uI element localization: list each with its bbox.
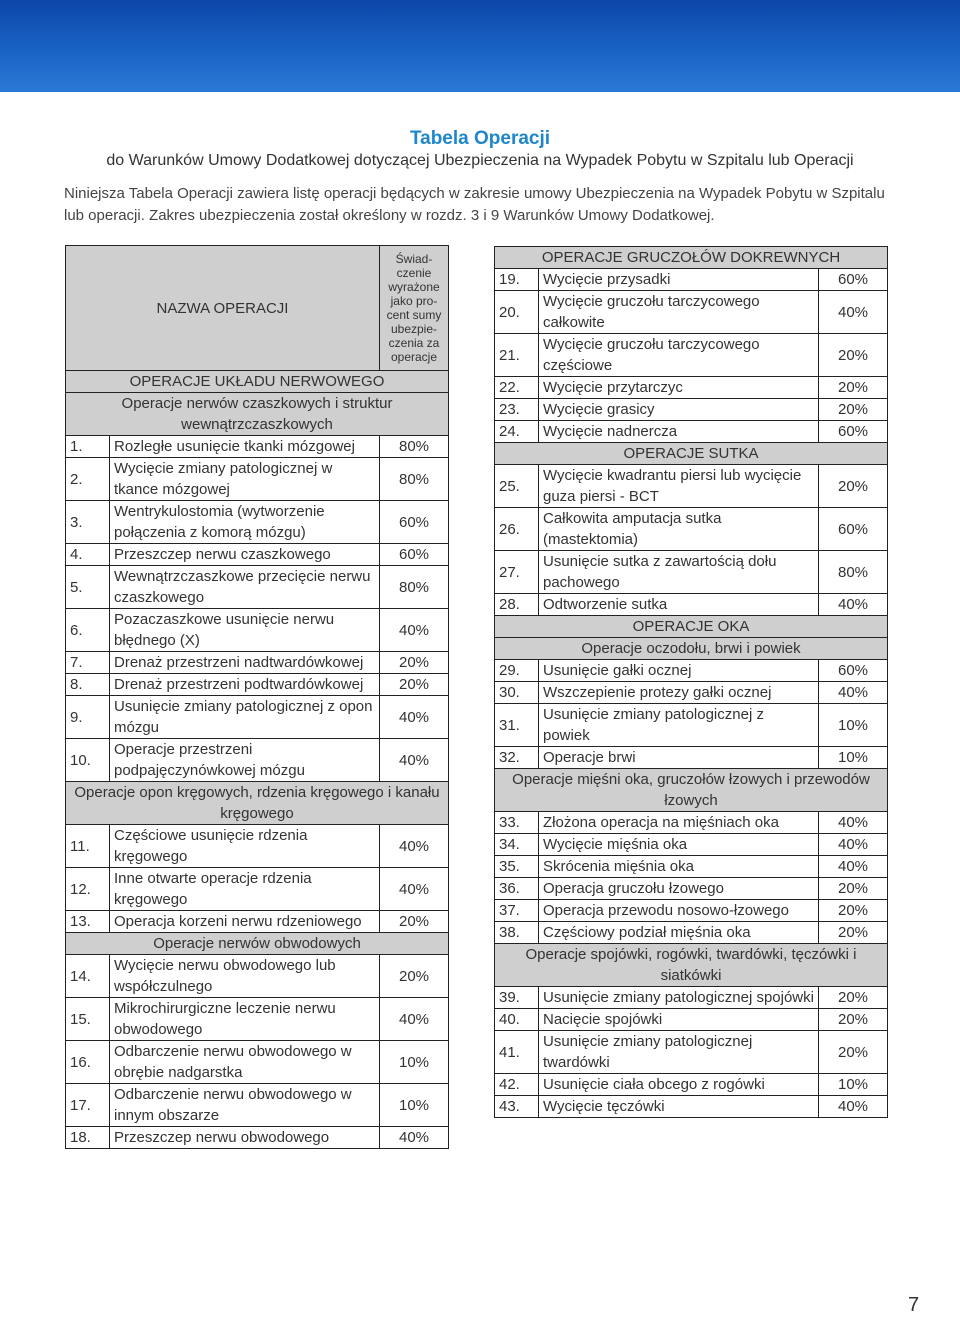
section-title: OPERACJE UKŁADU NERWOWEGO [66, 371, 449, 393]
operation-name: Całkowita amputacja sutka (mastektomia) [539, 508, 819, 551]
benefit-percent: 20% [819, 334, 888, 377]
operation-number: 38. [495, 922, 539, 944]
table-row [495, 1096, 888, 1118]
table-row [495, 747, 888, 769]
operation-name: Wycięcie tęczówki [539, 1096, 819, 1118]
operation-number: 40. [495, 1009, 539, 1031]
operation-number: 5. [66, 566, 110, 609]
table-row [495, 856, 888, 878]
section-header-row [495, 247, 888, 269]
section-title: OPERACJE OKA [495, 616, 888, 638]
operation-number: 41. [495, 1031, 539, 1074]
table-row [495, 1074, 888, 1096]
operation-number: 27. [495, 551, 539, 594]
table-row [495, 660, 888, 682]
operation-number: 28. [495, 594, 539, 616]
table-row [495, 987, 888, 1009]
operation-name: Wycięcie zmiany patologicznej w tkance mózgowej [110, 458, 380, 501]
table-row [495, 922, 888, 944]
benefit-percent: 20% [819, 878, 888, 900]
benefit-percent: 10% [819, 704, 888, 747]
benefit-percent: 40% [380, 998, 449, 1041]
table-row [66, 609, 449, 652]
table-row [66, 544, 449, 566]
table-row [495, 594, 888, 616]
table-row [495, 377, 888, 399]
operation-number: 26. [495, 508, 539, 551]
operation-number: 39. [495, 987, 539, 1009]
benefit-percent: 80% [380, 436, 449, 458]
section-header-row [495, 638, 888, 660]
benefit-percent: 60% [819, 269, 888, 291]
operation-name: Odbarczenie nerwu obwodowego w obrębie nadgarstka [110, 1041, 380, 1084]
benefit-percent: 10% [380, 1041, 449, 1084]
operation-name: Wentrykulostomia (wytworzenie połączenia z komorą mózgu) [110, 501, 380, 544]
section-title: OPERACJE GRUCZOŁÓW DOKREWNYCH [495, 247, 888, 269]
operation-name: Usunięcie zmiany patologicznej z opon mózgu [110, 696, 380, 739]
operation-number: 16. [66, 1041, 110, 1084]
operation-name: Usunięcie sutka z zawartością dołu pachowego [539, 551, 819, 594]
operation-name: Operacja korzeni nerwu rdzeniowego [110, 911, 380, 933]
operation-name: Odbarczenie nerwu obwodowego w innym obszarze [110, 1084, 380, 1127]
table-row [495, 834, 888, 856]
header-banner [0, 0, 960, 92]
benefit-percent: 80% [819, 551, 888, 594]
table-row [495, 269, 888, 291]
benefit-percent: 40% [380, 696, 449, 739]
table-header-row [66, 246, 449, 371]
table-row [495, 465, 888, 508]
table-row [66, 1127, 449, 1149]
operation-name: Operacja gruczołu łzowego [539, 878, 819, 900]
table-row [495, 421, 888, 443]
section-title: Operacje opon kręgowych, rdzenia kręgowego i kanału kręgowego [66, 782, 449, 825]
operation-number: 9. [66, 696, 110, 739]
operation-number: 36. [495, 878, 539, 900]
table-row [495, 1031, 888, 1074]
operation-name: Nacięcie spojówki [539, 1009, 819, 1031]
operation-name: Drenaż przestrzeni podtwardówkowej [110, 674, 380, 696]
operation-name: Wycięcie przysadki [539, 269, 819, 291]
operation-name: Operacje brwi [539, 747, 819, 769]
table-row [66, 1041, 449, 1084]
operation-number: 23. [495, 399, 539, 421]
benefit-percent: 60% [819, 508, 888, 551]
benefit-percent: 60% [819, 421, 888, 443]
operation-name: Usunięcie zmiany patologicznej spojówki [539, 987, 819, 1009]
table-row [495, 704, 888, 747]
operation-name: Rozległe usunięcie tkanki mózgowej [110, 436, 380, 458]
operation-name: Wycięcie mięśnia oka [539, 834, 819, 856]
operation-name: Mikrochirurgiczne leczenie nerwu obwodowego [110, 998, 380, 1041]
table-row [66, 955, 449, 998]
benefit-percent: 20% [819, 399, 888, 421]
table-row [66, 825, 449, 868]
table-row [66, 436, 449, 458]
operation-name: Operacje przestrzeni podpajęczynówkowej mózgu [110, 739, 380, 782]
operation-name: Usunięcie zmiany patologicznej z powiek [539, 704, 819, 747]
benefit-percent: 10% [819, 747, 888, 769]
left-operations-table [65, 245, 449, 1149]
operation-name: Złożona operacja na mięśniach oka [539, 812, 819, 834]
section-title: Operacje nerwów czaszkowych i struktur wewnątrzczaszkowych [66, 393, 449, 436]
operation-number: 34. [495, 834, 539, 856]
benefit-percent: 20% [819, 922, 888, 944]
right-operations-table [494, 246, 888, 1118]
header-benefit-percent: Świadczenie wyrażone jako procent sumy ubezpieczenia za operacje [380, 246, 449, 371]
operation-number: 7. [66, 652, 110, 674]
operation-name: Przeszczep nerwu obwodowego [110, 1127, 380, 1149]
operation-name: Wycięcie grasicy [539, 399, 819, 421]
operation-number: 22. [495, 377, 539, 399]
benefit-percent: 40% [819, 834, 888, 856]
benefit-percent: 40% [819, 812, 888, 834]
operation-number: 33. [495, 812, 539, 834]
table-row [495, 878, 888, 900]
table-row [495, 551, 888, 594]
page-subtitle: do Warunków Umowy Dodatkowej dotyczącej Ubezpieczenia na Wypadek Pobytu w Szpitalu lub Operacji [106, 152, 854, 169]
benefit-percent: 20% [819, 377, 888, 399]
operation-name: Wycięcie nerwu obwodowego lub współczulnego [110, 955, 380, 998]
operation-name: Usunięcie gałki ocznej [539, 660, 819, 682]
operation-number: 1. [66, 436, 110, 458]
operation-number: 3. [66, 501, 110, 544]
operation-name: Przeszczep nerwu czaszkowego [110, 544, 380, 566]
header-operation-name: NAZWA OPERACJI [66, 246, 380, 371]
operation-number: 18. [66, 1127, 110, 1149]
operation-number: 21. [495, 334, 539, 377]
benefit-percent: 20% [819, 465, 888, 508]
section-header-row [495, 944, 888, 987]
operation-number: 14. [66, 955, 110, 998]
operation-name: Wycięcie gruczołu tarczycowego całkowite [539, 291, 819, 334]
benefit-percent: 40% [819, 291, 888, 334]
operation-name: Wycięcie przytarczyc [539, 377, 819, 399]
benefit-percent: 20% [819, 1031, 888, 1074]
section-header-row [66, 371, 449, 393]
operation-name: Wewnątrzczaszkowe przecięcie nerwu czaszkowego [110, 566, 380, 609]
benefit-percent: 20% [380, 652, 449, 674]
operation-number: 2. [66, 458, 110, 501]
section-title: Operacje spojówki, rogówki, twardówki, tęczówki i siatkówki [495, 944, 888, 987]
benefit-percent: 20% [380, 674, 449, 696]
section-title: OPERACJE SUTKA [495, 443, 888, 465]
benefit-percent: 20% [819, 987, 888, 1009]
operation-number: 4. [66, 544, 110, 566]
operation-number: 30. [495, 682, 539, 704]
section-header-row [66, 933, 449, 955]
section-header-row [495, 769, 888, 812]
operation-name: Wycięcie nadnercza [539, 421, 819, 443]
operation-name: Wszczepienie protezy gałki ocznej [539, 682, 819, 704]
table-row [66, 739, 449, 782]
benefit-percent: 60% [380, 501, 449, 544]
operation-number: 15. [66, 998, 110, 1041]
section-title: Operacje mięśni oka, gruczołów łzowych i przewodów łzowych [495, 769, 888, 812]
table-row [495, 682, 888, 704]
operation-name: Operacja przewodu nosowo-łzowego [539, 900, 819, 922]
benefit-percent: 40% [380, 868, 449, 911]
benefit-percent: 80% [380, 458, 449, 501]
benefit-percent: 40% [819, 594, 888, 616]
operation-number: 42. [495, 1074, 539, 1096]
table-row [66, 566, 449, 609]
table-row [495, 508, 888, 551]
operation-name: Usunięcie ciała obcego z rogówki [539, 1074, 819, 1096]
operation-number: 8. [66, 674, 110, 696]
section-header-row [495, 443, 888, 465]
table-row [66, 911, 449, 933]
table-row [495, 334, 888, 377]
table-row [66, 652, 449, 674]
page-title: Tabela Operacji [409, 128, 551, 149]
operation-number: 20. [495, 291, 539, 334]
operation-number: 35. [495, 856, 539, 878]
operation-name: Drenaż przestrzeni nadtwardówkowej [110, 652, 380, 674]
table-row [66, 998, 449, 1041]
benefit-percent: 10% [819, 1074, 888, 1096]
table-row [495, 399, 888, 421]
table-row [495, 900, 888, 922]
operation-number: 25. [495, 465, 539, 508]
operation-number: 12. [66, 868, 110, 911]
table-row [66, 458, 449, 501]
operation-number: 31. [495, 704, 539, 747]
section-header-row [66, 393, 449, 436]
operation-number: 24. [495, 421, 539, 443]
table-row [66, 1084, 449, 1127]
benefit-percent: 40% [819, 682, 888, 704]
benefit-percent: 20% [380, 911, 449, 933]
benefit-percent: 40% [380, 1127, 449, 1149]
operation-name: Pozaczaszkowe usunięcie nerwu błędnego (X) [110, 609, 380, 652]
benefit-percent: 60% [380, 544, 449, 566]
operation-number: 37. [495, 900, 539, 922]
operation-number: 43. [495, 1096, 539, 1118]
table-row [66, 868, 449, 911]
operation-name: Częściowy podział mięśnia oka [539, 922, 819, 944]
table-row [495, 1009, 888, 1031]
operation-number: 13. [66, 911, 110, 933]
benefit-percent: 20% [819, 1009, 888, 1031]
table-row [495, 291, 888, 334]
table-row [66, 674, 449, 696]
operation-name: Inne otwarte operacje rdzenia kręgowego [110, 868, 380, 911]
page-number: 7 [908, 1294, 920, 1316]
benefit-percent: 40% [380, 739, 449, 782]
operation-name: Wycięcie gruczołu tarczycowego częściowe [539, 334, 819, 377]
section-title: Operacje nerwów obwodowych [66, 933, 449, 955]
benefit-percent: 10% [380, 1084, 449, 1127]
benefit-percent: 40% [819, 1096, 888, 1118]
operation-number: 29. [495, 660, 539, 682]
table-row [495, 812, 888, 834]
operation-name: Skrócenia mięśnia oka [539, 856, 819, 878]
operation-name: Częściowe usunięcie rdzenia kręgowego [110, 825, 380, 868]
operation-number: 32. [495, 747, 539, 769]
operation-number: 6. [66, 609, 110, 652]
operation-name: Usunięcie zmiany patologicznej twardówki [539, 1031, 819, 1074]
benefit-percent: 40% [819, 856, 888, 878]
operation-number: 19. [495, 269, 539, 291]
operation-number: 11. [66, 825, 110, 868]
section-header-row [66, 782, 449, 825]
benefit-percent: 40% [380, 609, 449, 652]
section-header-row [495, 616, 888, 638]
table-row [66, 501, 449, 544]
benefit-percent: 20% [380, 955, 449, 998]
section-title: Operacje oczodołu, brwi i powiek [495, 638, 888, 660]
intro-paragraph: Niniejsza Tabela Operacji zawiera listę operacji będących w zakresie umowy Ubezpieczenia na Wypadek Pobytu w Szpitalu lub operacji. Zakres ubezpieczenia został określony w rozdz. 3 i 9 Warunków Umowy Dodatkowej. [64, 185, 885, 224]
benefit-percent: 80% [380, 566, 449, 609]
benefit-percent: 40% [380, 825, 449, 868]
benefit-percent: 60% [819, 660, 888, 682]
operation-name: Wycięcie kwadrantu piersi lub wycięcie guza piersi - BCT [539, 465, 819, 508]
table-row [66, 696, 449, 739]
operation-number: 17. [66, 1084, 110, 1127]
operation-name: Odtworzenie sutka [539, 594, 819, 616]
operation-number: 10. [66, 739, 110, 782]
benefit-percent: 20% [819, 900, 888, 922]
